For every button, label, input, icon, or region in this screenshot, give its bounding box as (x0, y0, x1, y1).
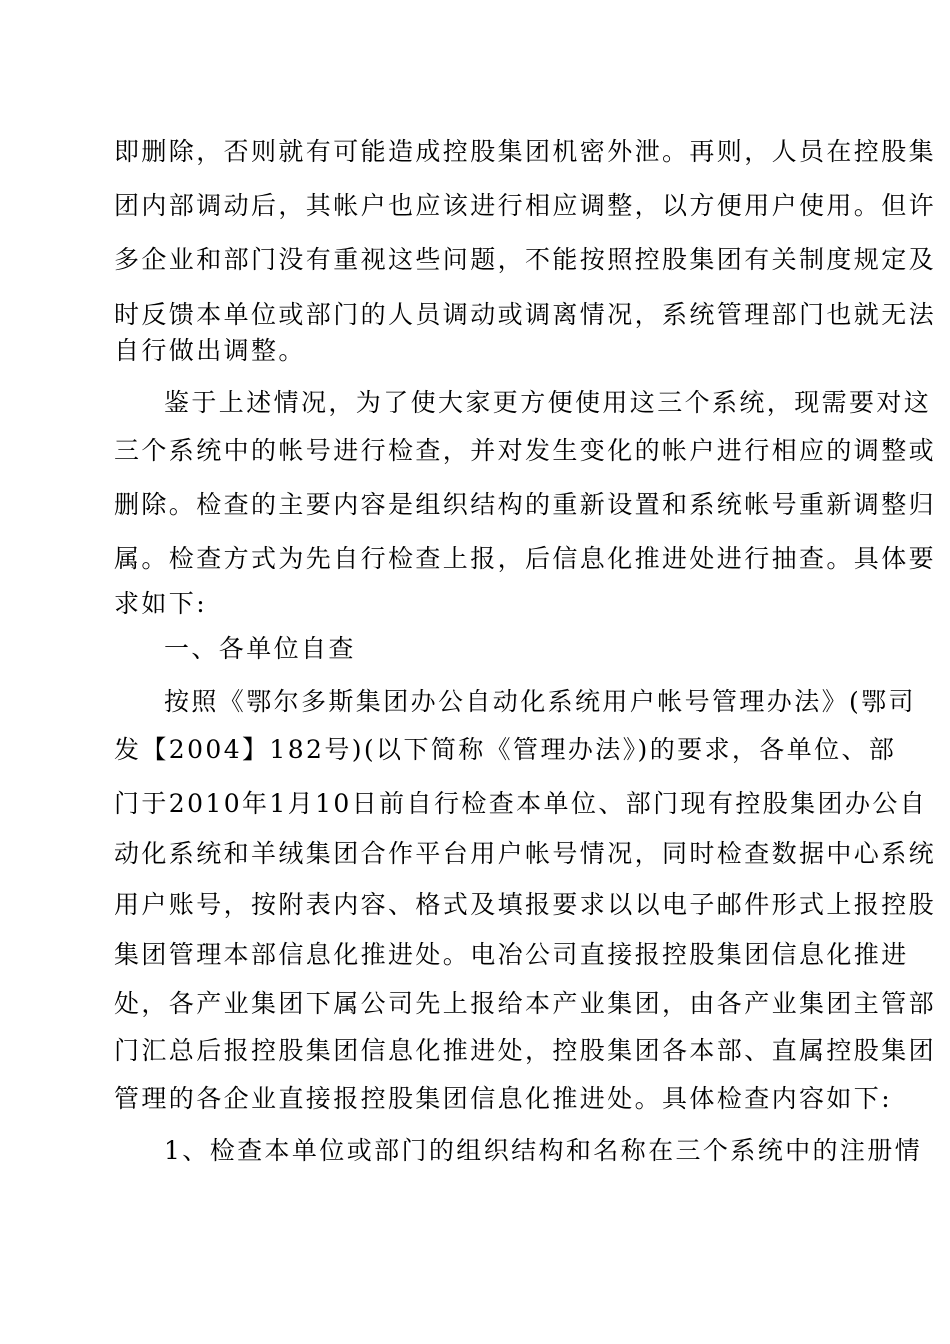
text-line: 门于2010年1月10日前自行检查本单位、部门现有控股集团办公自 (114, 789, 928, 818)
text-line: 用户账号，按附表内容、格式及填报要求以以电子邮件形式上报控股 (114, 890, 937, 919)
text-line: 求如下: (114, 589, 208, 618)
text-line: 处，各产业集团下属公司先上报给本产业集团，由各产业集团主管部 (114, 989, 937, 1018)
text-line: 动化系统和羊绒集团合作平台用户帐号情况，同时检查数据中心系统 (114, 839, 937, 868)
text-line: 删除。检查的主要内容是组织结构的重新设置和系统帐号重新调整归 (114, 490, 937, 519)
text-line: 时反馈本单位或部门的人员调动或调离情况，系统管理部门也就无法 (114, 300, 937, 329)
text-line: 集团管理本部信息化推进处。电冶公司直接报控股集团信息化推进 (114, 940, 909, 969)
text-line: 管理的各企业直接报控股集团信息化推进处。具体检查内容如下: (114, 1084, 893, 1113)
text-line: 即删除，否则就有可能造成控股集团机密外泄。再则，人员在控股集 (114, 137, 937, 166)
paragraph-first-line: 按照《鄂尔多斯集团办公自动化系统用户帐号管理办法》(鄂司 (164, 687, 916, 716)
text-line: 发【2004】182号)(以下简称《管理办法》)的要求，各单位、部 (114, 735, 897, 764)
list-item-1: 1、检查本单位或部门的组织结构和名称在三个系统中的注册情 (164, 1136, 923, 1165)
section-heading: 一、各单位自查 (164, 634, 356, 663)
text-line: 属。检查方式为先自行检查上报，后信息化推进处进行抽查。具体要 (114, 544, 937, 573)
paragraph-first-line: 鉴于上述情况，为了使大家更方便使用这三个系统，现需要对这 (164, 388, 932, 417)
text-line: 自行做出调整。 (114, 336, 306, 365)
text-line: 团内部调动后，其帐户也应该进行相应调整，以方便用户使用。但许 (114, 191, 937, 220)
text-line: 多企业和部门没有重视这些问题，不能按照控股集团有关制度规定及 (114, 245, 937, 274)
text-line: 门汇总后报控股集团信息化推进处，控股集团各本部、直属控股集团 (114, 1036, 937, 1065)
text-line: 三个系统中的帐号进行检查，并对发生变化的帐户进行相应的调整或 (114, 436, 937, 465)
